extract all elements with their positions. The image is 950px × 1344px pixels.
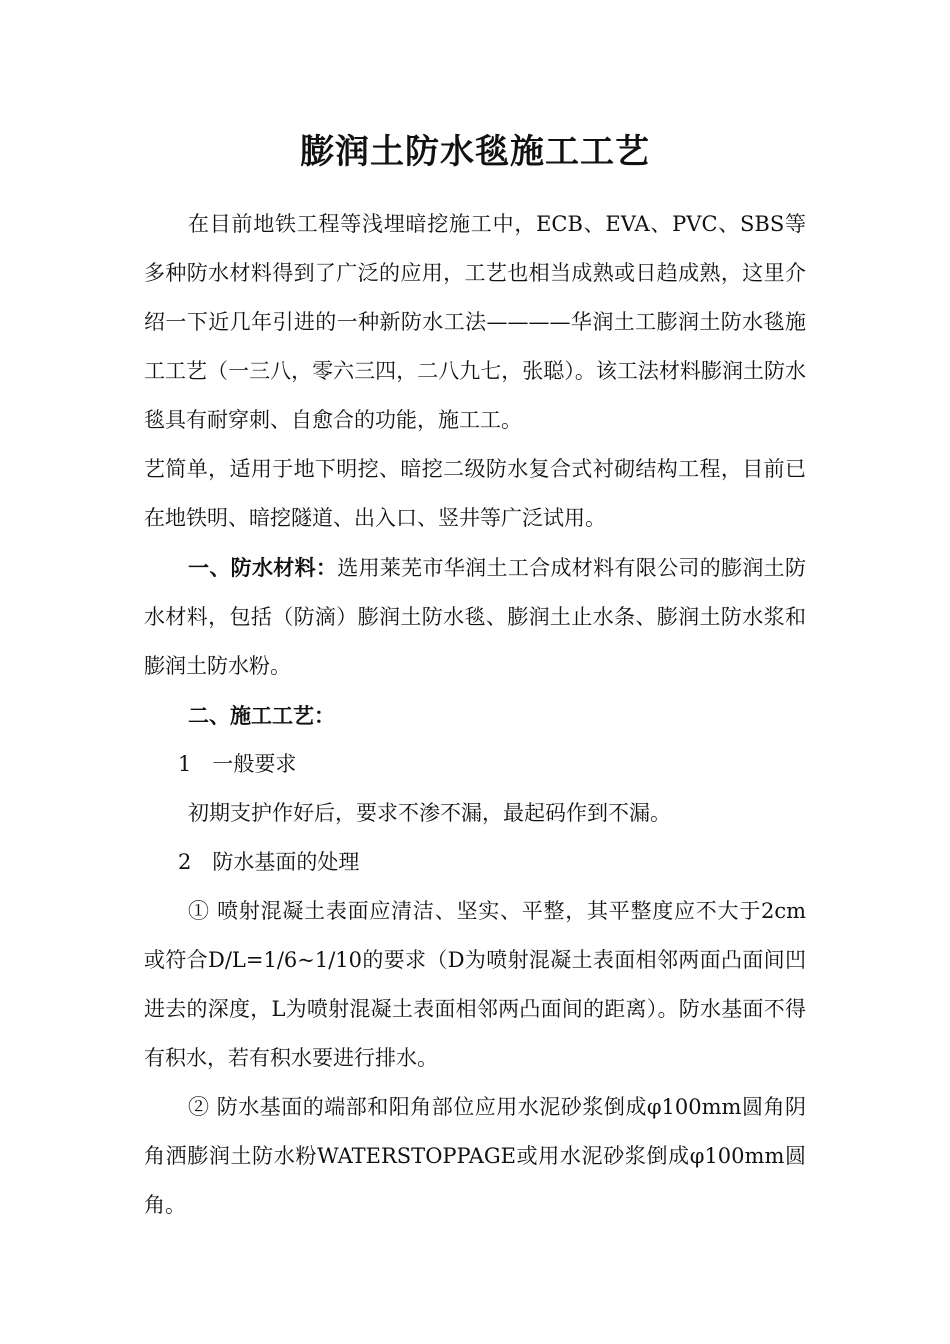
document-body bbox=[144, 200, 806, 1230]
materials-heading: 一、防水材料： bbox=[188, 555, 338, 580]
item2-point2: ② 防水基面的端部和阳角部位应用水泥砂浆倒成φ100mm圆角阴角洒膨润土防水粉WATERSTOPPAGE或用水泥砂浆倒成φ100mm圆角。 bbox=[144, 1095, 806, 1217]
item1-text: 初期支护作好后，要求不渗不漏，最起码作到不漏。 bbox=[188, 801, 671, 825]
process-heading: 二、施工工艺： bbox=[188, 703, 335, 728]
materials-text: 选用莱芜市华润土工合成材料有限公司的膨润土防水材料，包括（防滴）膨润土防水毯、膨润土止水条、膨润土防水浆和膨润土防水粉。 bbox=[144, 556, 806, 678]
intro-paragraph: 在目前地铁工程等浅埋暗挖施工中，ECB、EVA、PVC、SBS等多种防水材料得到了广泛的应用，工艺也相当成熟或日趋成熟，这里介绍一下近几年引进的一种新防水工法————华润土工膨润土防水毯施工工艺（一三八，零六三四，二八九七，张聪）。该工法材料膨润土防水毯具有耐穿刺、自愈合的功能，施工工。 bbox=[144, 212, 806, 432]
intro-continuation-paragraph: 艺简单，适用于地下明挖、暗挖二级防水复合式衬砌结构工程，目前已在地铁明、暗挖隧道、出入口、竖井等广泛试用。 bbox=[144, 457, 806, 530]
item1-heading: 1 一般要求 bbox=[178, 752, 297, 776]
materials-paragraph bbox=[144, 543, 806, 691]
item2-point1: ① 喷射混凝土表面应清洁、坚实、平整，其平整度应不大于2cm或符合D/L=1/6~1/10的要求（D为喷射混凝土表面相邻两面凸面间凹进去的深度，L为喷射混凝土表面相邻两凸面间的距离）。防水基面不得有积水，若有积水要进行排水。 bbox=[144, 899, 806, 1070]
document-title: 膨润土防水毯施工工艺 bbox=[300, 132, 650, 172]
item2-heading: 2 防水基面的处理 bbox=[178, 850, 360, 874]
